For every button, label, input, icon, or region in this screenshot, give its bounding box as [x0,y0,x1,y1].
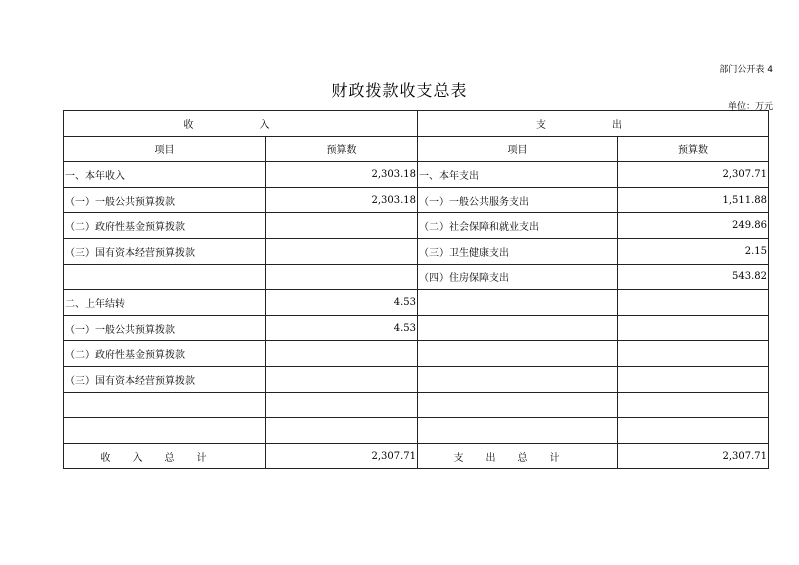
expense-value: 249.86 [618,213,769,239]
expense-budget-header: 预算数 [618,136,769,162]
income-value [266,418,418,444]
table-row [64,392,769,418]
expense-value [618,315,769,341]
income-header: 收 入 [64,111,418,137]
income-item-header: 项目 [64,136,266,162]
income-item: （一）一般公共预算拨款 [64,315,266,341]
income-value [266,341,418,367]
income-value [266,366,418,392]
expense-value: 543.82 [618,264,769,290]
expense-item [418,366,618,392]
income-item: （一）一般公共预算拨款 [64,187,266,213]
income-total-value: 2,307.71 [266,443,418,469]
expense-total-label: 支出总计 [418,443,618,469]
expense-item [418,392,618,418]
unit-label: 单位：万元 [727,102,773,112]
column-header-row [64,136,769,162]
total-row [64,443,769,469]
income-item [64,264,266,290]
expense-total-value: 2,307.71 [618,443,769,469]
table-row [64,162,769,188]
income-value: 2,303.18 [266,187,418,213]
expense-item: 一、本年支出 [418,162,618,188]
table-row [64,187,769,213]
expense-item: （一）一般公共服务支出 [418,187,618,213]
expense-item [418,341,618,367]
income-value [266,392,418,418]
table-row [64,315,769,341]
income-value: 2,303.18 [266,162,418,188]
expense-value [618,366,769,392]
expense-value [618,290,769,316]
expense-value: 2.15 [618,238,769,264]
income-item: （二）政府性基金预算拨款 [64,213,266,239]
expense-value [618,392,769,418]
expense-value [618,418,769,444]
income-item [64,392,266,418]
table-row [64,290,769,316]
expense-item-header: 项目 [418,136,618,162]
expense-header: 支 出 [418,111,769,137]
income-total-label: 收入总计 [64,443,266,469]
income-item: （二）政府性基金预算拨款 [64,341,266,367]
table-row [64,213,769,239]
income-item: 一、本年收入 [64,162,266,188]
income-budget-header: 预算数 [266,136,418,162]
income-item: （三）国有资本经营预算拨款 [64,238,266,264]
section-header-row [64,111,769,137]
expense-value: 1,511.88 [618,187,769,213]
expense-value: 2,307.71 [618,162,769,188]
income-value: 4.53 [266,290,418,316]
table-row [64,238,769,264]
income-value [266,213,418,239]
expense-item [418,418,618,444]
expense-item: （三）卫生健康支出 [418,238,618,264]
expense-value [618,341,769,367]
income-value [266,264,418,290]
income-item: 二、上年结转 [64,290,266,316]
income-item [64,418,266,444]
form-number: 部门公开表 4 [719,65,773,75]
budget-table [63,110,769,469]
expense-item [418,315,618,341]
table-row [64,341,769,367]
expense-item [418,290,618,316]
table-row [64,264,769,290]
page-title: 财政拨款收支总表 [331,81,468,100]
income-item: （三）国有资本经营预算拨款 [64,366,266,392]
income-value: 4.53 [266,315,418,341]
table-row [64,366,769,392]
expense-item: （四）住房保障支出 [418,264,618,290]
income-value [266,238,418,264]
expense-item: （二）社会保障和就业支出 [418,213,618,239]
table-row [64,418,769,444]
